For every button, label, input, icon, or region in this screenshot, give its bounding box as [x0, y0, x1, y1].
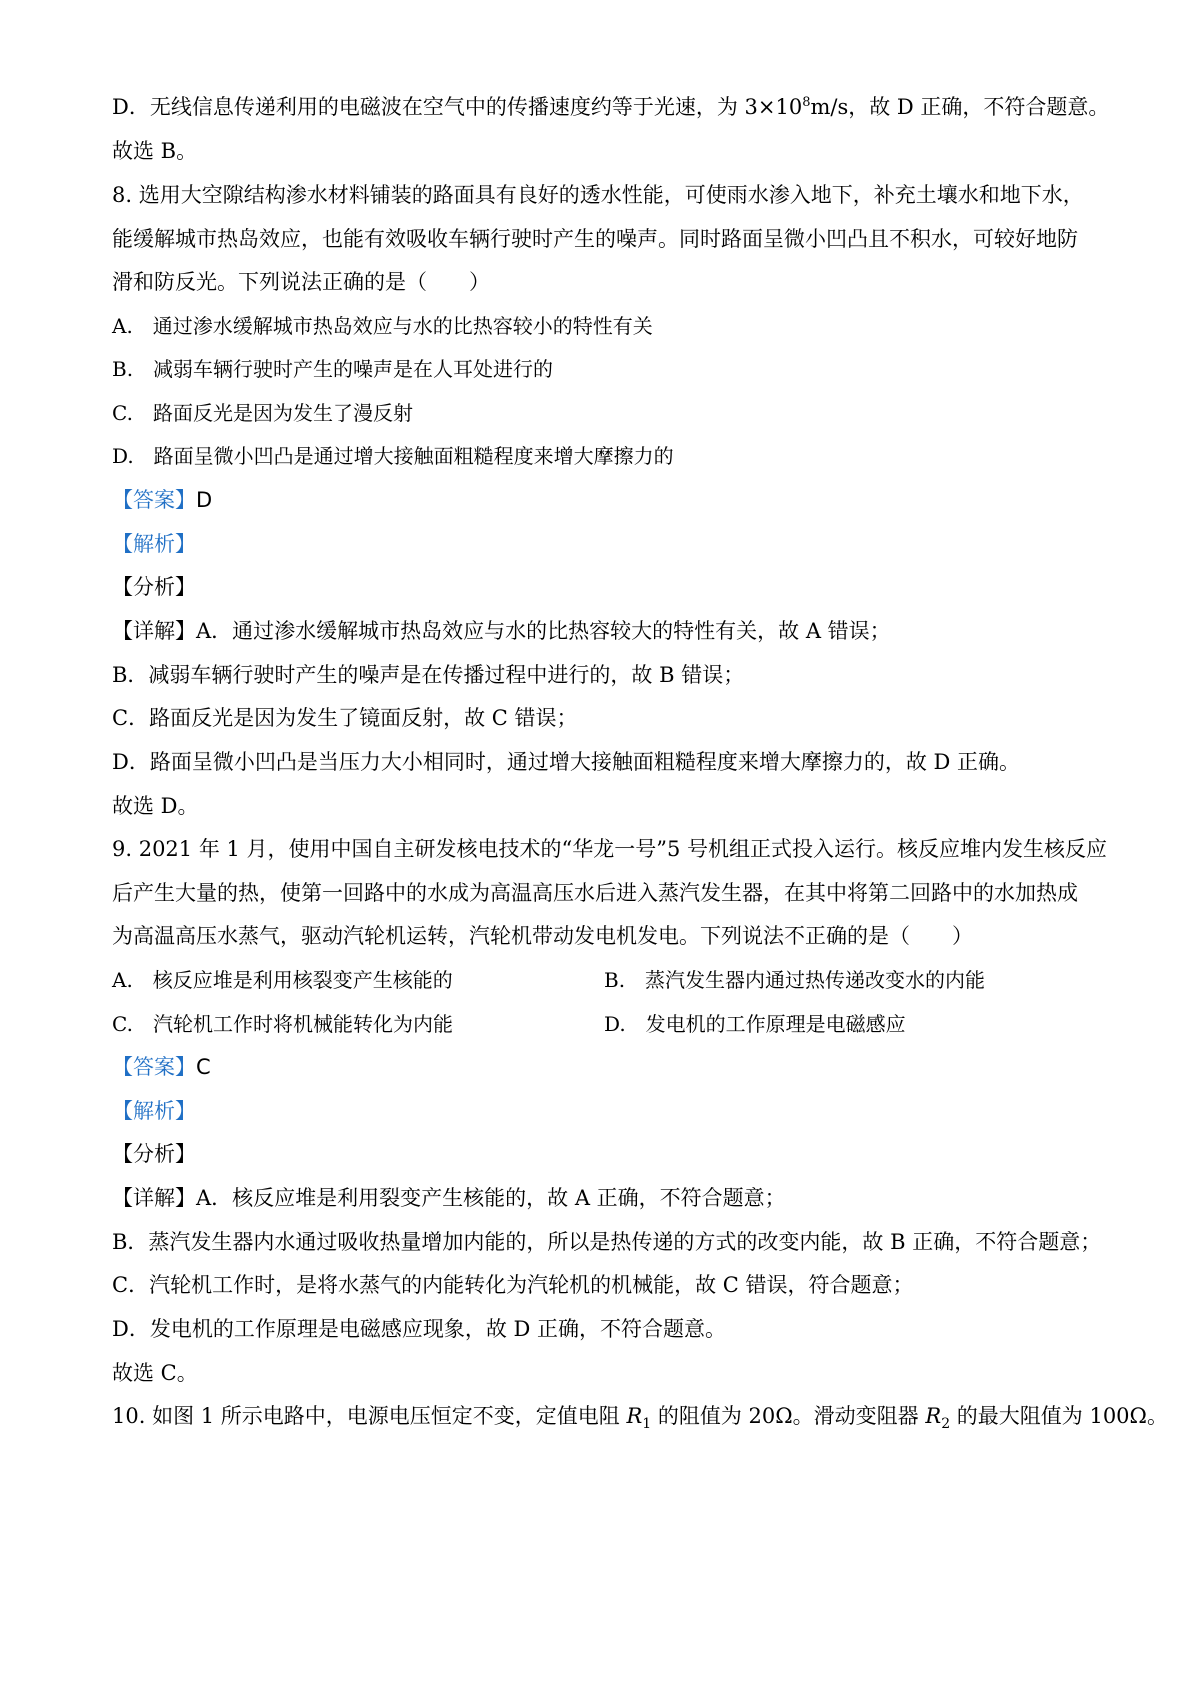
q9-stem-line-2: 后产生大量的热，使第一回路中的水成为高温高压水后进入蒸汽发生器，在其中将第二回路中的水加热成 [112, 881, 1078, 905]
q9-stem-line-3: 为高温高压水蒸气，驱动汽轮机运转，汽轮机带动发电机发电。下列说法不正确的是（ ） [112, 924, 973, 948]
q8-option-a: A. 通过渗水缓解城市热岛效应与水的比热容较小的特性有关 [112, 314, 653, 338]
q9-choose: 故选 C。 [112, 1361, 198, 1385]
q9-detail-d: D．发电机的工作原理是电磁感应现象，故 D 正确，不符合题意。 [112, 1317, 727, 1341]
q8-jiexi-heading: 【解析】 [112, 532, 196, 556]
q8-detail-c: C．路面反光是因为发生了镜面反射，故 C 错误； [112, 706, 578, 730]
q8-option-d: D. 路面呈微小凹凸是通过增大接触面粗糙程度来增大摩擦力的 [112, 444, 674, 468]
q8-fenxi-heading: 【分析】 [112, 575, 196, 599]
q9-option-d: D. 发电机的工作原理是电磁感应 [604, 1012, 906, 1036]
q7-option-d: D．无线信息传递利用的电磁波在空气中的传播速度约等于光速，为 $3\times 10^8m/s$，故 D 正确，不符合题意。 [112, 95, 1110, 119]
q9-fenxi-heading: 【分析】 [112, 1142, 196, 1166]
q9-detail-a: 【详解】A．核反应堆是利用裂变产生核能的，故 A 正确，不符合题意； [112, 1186, 786, 1210]
q8-detail-b: B．减弱车辆行驶时产生的噪声是在传播过程中进行的，故 B 错误； [112, 663, 745, 687]
q9-option-b: B. 蒸汽发生器内通过热传递改变水的内能 [604, 968, 986, 992]
q8-answer: 【答案】D [112, 488, 213, 512]
q8-stem-line-2: 能缓解城市热岛效应，也能有效吸收车辆行驶时产生的噪声。同时路面呈微小凹凸且不积水，可较好地防 [112, 227, 1078, 251]
q9-detail-c: C．汽轮机工作时，是将水蒸气的内能转化为汽轮机的机械能，故 C 错误，符合题意； [112, 1273, 914, 1297]
q9-option-a: A. 核反应堆是利用核裂变产生核能的 [112, 968, 453, 992]
q8-option-b: B. 减弱车辆行驶时产生的噪声是在人耳处进行的 [112, 357, 554, 381]
q8-stem-line-1: 8. 选用大空隙结构渗水材料铺装的路面具有良好的透水性能，可使雨水渗入地下，补充土壤水和地下水， [112, 183, 1084, 207]
q8-option-c: C. 路面反光是因为发生了漫反射 [112, 401, 413, 425]
q9-stem-line-1: 9. 2021 年 1 月，使用中国自主研发核电技术的“华龙一号”5 号机组正式投入运行。核反应堆内发生核反应 [112, 837, 1108, 861]
q7-choose: 故选 B。 [112, 139, 198, 163]
q8-choose: 故选 D。 [112, 794, 199, 818]
q9-detail-b: B．蒸汽发生器内水通过吸收热量增加内能的，所以是热传递的方式的改变内能，故 B 正确，不符合题意； [112, 1230, 1102, 1254]
q9-jiexi-heading: 【解析】 [112, 1099, 196, 1123]
q10-stem-line-1: 10. 如图 1 所示电路中，电源电压恒定不变，定值电阻 $R_1$ 的阻值为 20Ω。滑动变阻器 $R_2$ 的最大阻值为 100Ω。 [112, 1404, 1168, 1433]
q9-option-c: C. 汽轮机工作时将机械能转化为内能 [112, 1012, 453, 1036]
q8-detail-a: 【详解】A．通过渗水缓解城市热岛效应与水的比热容较大的特性有关，故 A 错误； [112, 619, 891, 643]
q8-detail-d: D．路面呈微小凹凸是当压力大小相同时，通过增大接触面粗糙程度来增大摩擦力的，故 D 正确。 [112, 750, 1021, 774]
q8-stem-line-3: 滑和防反光。下列说法正确的是（ ） [112, 270, 490, 294]
q9-answer: 【答案】C [112, 1055, 211, 1079]
